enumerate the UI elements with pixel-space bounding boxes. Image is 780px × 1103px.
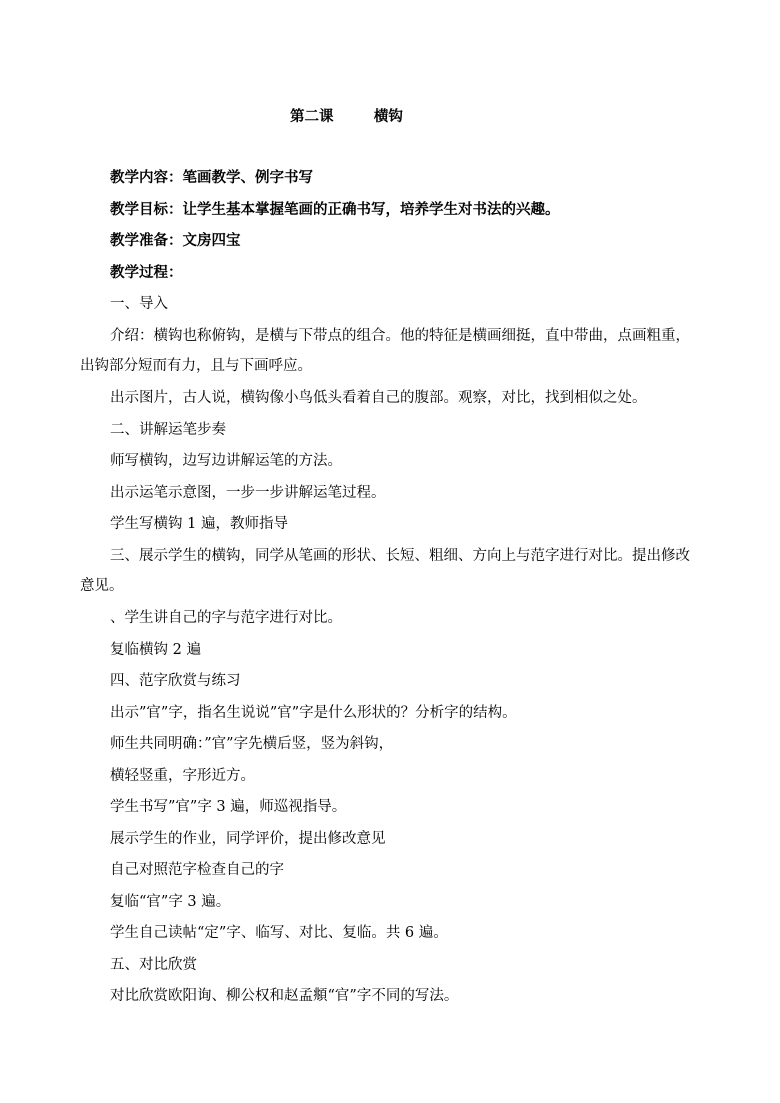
paragraph-teacher-writes: 师写横钩，边写边讲解运笔的方法。 bbox=[110, 453, 342, 469]
paragraph-student-practice: 学生书写”官”字 3 遍，师巡视指导。 bbox=[110, 799, 347, 815]
paragraph-show-picture: 出示图片，古人说，横钩像小鸟低头看着自己的腹部。观察，对比，找到相似之处。 bbox=[110, 390, 647, 406]
lesson-title: 第二课 横钩 bbox=[290, 109, 403, 125]
paragraph-repeat-stroke: 复临横钩 2 遍 bbox=[110, 642, 201, 658]
paragraph-display-homework: 展示学生的作业，同学评价，提出修改意见 bbox=[110, 831, 386, 847]
teaching-preparation: 教学准备：文房四宝 bbox=[110, 233, 241, 249]
paragraph-self-check: 自己对照范字检查自己的字 bbox=[110, 862, 284, 878]
paragraph-shape: 横轻竖重，字形近方。 bbox=[110, 768, 255, 784]
section-heading-intro: 一、导入 bbox=[110, 296, 168, 312]
paragraph-repeat-character: 复临“官”字 3 遍。 bbox=[110, 894, 231, 910]
paragraph-compare: 、学生讲自己的字与范字进行对比。 bbox=[110, 610, 342, 626]
teaching-content: 教学内容：笔画教学、例字书写 bbox=[110, 170, 313, 186]
teaching-goal: 教学目标：让学生基本掌握笔画的正确书写，培养学生对书法的兴趣。 bbox=[110, 202, 560, 218]
paragraph-clarify: 师生共同明确：”官”字先横后竖，竖为斜钩， bbox=[110, 736, 394, 752]
paragraph-read-copybook: 学生自己读帖“定”字、临写、对比、复临。共 6 遍。 bbox=[110, 925, 448, 941]
section-heading-examples: 四、范字欣赏与练习 bbox=[110, 673, 241, 689]
paragraph-student-writes: 学生写横钩 1 遍，教师指导 bbox=[110, 516, 288, 532]
paragraph-show-diagram: 出示运笔示意图，一步一步讲解运笔过程。 bbox=[110, 485, 386, 501]
paragraph-introduction: 介绍：横钩也称俯钩，是横与下带点的组合。他的特征是横画细挺，直中带曲，点画粗重，出钩部分短而有力，且与下画呼应。 bbox=[80, 328, 690, 374]
teaching-process-heading: 教学过程： bbox=[110, 265, 183, 281]
paragraph-calligraphers: 对比欣赏欧阳询、柳公权和赵孟頫“官”字不同的写法。 bbox=[110, 988, 459, 1004]
paragraph-show-character: 出示”官”字，指名生说说”官”字是什么形状的？分析字的结构。 bbox=[110, 705, 517, 721]
section-heading-steps: 二、讲解运笔步奏 bbox=[110, 422, 226, 438]
section-heading-appreciation: 五、对比欣赏 bbox=[110, 957, 197, 973]
paragraph-display-work: 三、展示学生的横钩，同学从笔画的形状、长短、粗细、方向上与范字进行对比。提出修改意见。 bbox=[80, 548, 690, 594]
